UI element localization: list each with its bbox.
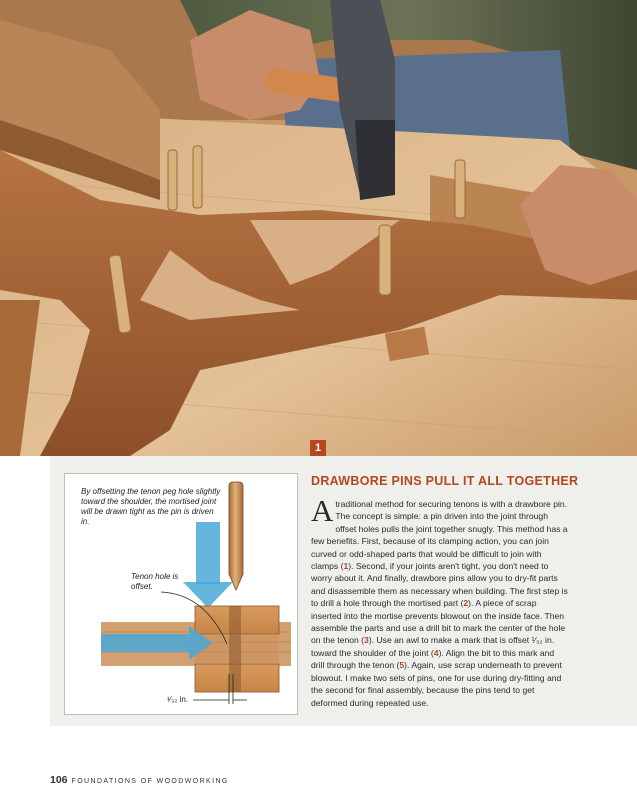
- wooden-pin-icon: [229, 482, 243, 590]
- body-text-segment: ). A piece of scrap inserted into the mortise prevents blowout on the inside face. Then assemble the parts and use a drill bit to mark the center of the hole on the tenon (: [311, 598, 566, 646]
- figure-dimension: ¹⁄₃₂ in.: [167, 695, 189, 704]
- blue-arrow-down-icon: [183, 522, 233, 608]
- book-title: FOUNDATIONS OF WOODWORKING: [71, 778, 229, 785]
- photo-ref: 2: [463, 598, 469, 609]
- sidebar-body: [311, 493, 569, 709]
- figure-caption: By offsetting the tenon peg hole slightly toward the shoulder, the mortised joint will be drawn tight as the pin is driven in.: [81, 487, 221, 526]
- photo-ref: 1: [343, 561, 349, 572]
- figure-label-hole: Tenon hole is offset.: [131, 572, 179, 591]
- page-number: 106: [50, 774, 68, 786]
- drawbore-figure: [64, 473, 298, 715]
- photo-ref: 3: [364, 635, 369, 646]
- photo-ref: 4: [433, 647, 439, 658]
- drop-cap: A: [311, 493, 334, 528]
- sidebar-heading: DRAWBORE PINS PULL IT ALL TOGETHER: [311, 474, 579, 488]
- body-text-segment: ). Align the bit to this mark and drill through the tenon (: [311, 647, 555, 671]
- photo-ref: 5: [399, 660, 405, 671]
- photo-step-badge: 1: [310, 440, 326, 456]
- body-text-segment: traditional method for securing tenons is with a drawbore pin. The concept is simple: a pin driven into the joint through offset holes pulls the joint together snugly. This method has a few benefits. First, because of its clamping action, you can join curved or odd-shaped parts that would be difficult to join with clamps (: [311, 499, 568, 572]
- body-text-segment: ). Use an awl to make a mark that is offset ¹⁄₃₂ in. toward the shoulder of the joint (: [311, 635, 555, 658]
- page-footer: [50, 770, 229, 788]
- body-text-segment: ). Again, use scrap underneath to prevent blowout. I make two sets of pins, one for use during dry-fitting and the second for final assembly, because the pins tend to get deformed during repeated use.: [311, 660, 562, 708]
- sidebar-paragraph: [311, 493, 569, 709]
- body-text-segment: ). Second, if your joints aren't tight, you don't need to worry about it. And finally, drawbore pins allow you to dry-fit parts and disassemble them as necessary when building. The first step is to drill a hole through the mortised part (: [311, 561, 568, 609]
